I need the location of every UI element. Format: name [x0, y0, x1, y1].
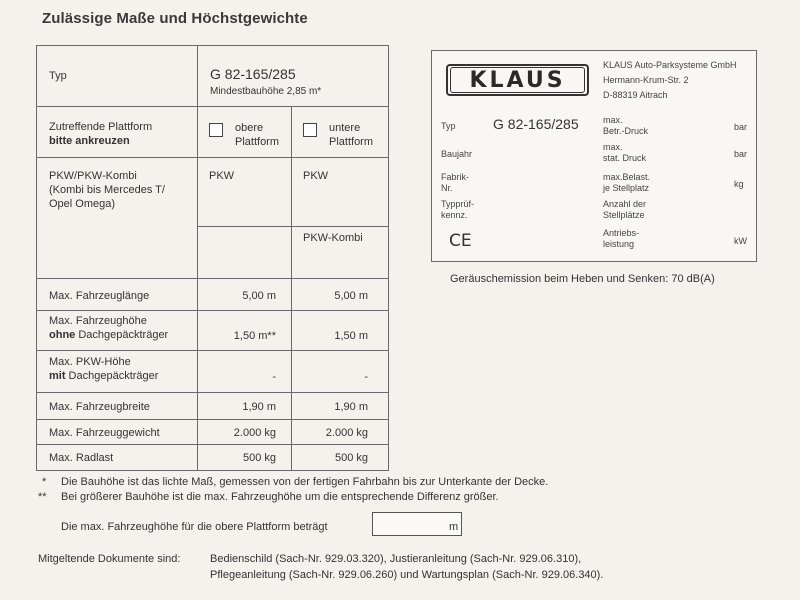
typpruef-label: Typprüf- [441, 199, 475, 209]
row-divider [37, 350, 388, 351]
platform-label: Zutreffende Plattform [49, 121, 153, 133]
footnote-text: Bei größerer Bauhöhe ist die max. Fahrzeughöhe um die entsprechende Differenz größer. [61, 491, 499, 503]
kg-unit: kg [734, 179, 744, 189]
klaus-logo: KLAUS [446, 64, 589, 96]
row-divider [37, 444, 388, 445]
lower-value: 1,50 m [334, 330, 368, 342]
typpruef-label-2: kennz. [441, 210, 468, 220]
fill-in-label: Die max. Fahrzeughöhe für die obere Plattform beträgt [61, 521, 328, 533]
vehicle-class-note-2: Opel Omega) [49, 198, 116, 210]
row-label: Max. PKW-Höhe [49, 356, 131, 368]
upper-vehicle-class: PKW [209, 170, 235, 182]
vehicle-class-label: PKW/PKW-Kombi [49, 170, 137, 182]
row-label: Max. Fahrzeuggewicht [49, 427, 160, 439]
upper-value: - [272, 371, 276, 383]
lower-value: 5,00 m [334, 290, 368, 302]
typ-value: G 82-165/285 [493, 116, 579, 132]
company-street: Hermann-Krum-Str. 2 [603, 75, 689, 85]
footnote-mark: * [42, 476, 47, 488]
row-divider [37, 310, 388, 311]
fabrik-label-2: Nr. [441, 183, 453, 193]
documents-line: Bedienschild (Sach-Nr. 929.03.320), Justieranleitung (Sach-Nr. 929.06.310), [210, 553, 582, 565]
lower-vehicle-class: PKW [303, 170, 329, 182]
row-label: Max. Fahrzeugbreite [49, 401, 150, 413]
row-label: Max. Fahrzeuglänge [49, 290, 150, 302]
upper-value: 500 kg [242, 452, 276, 464]
row-divider [197, 226, 388, 227]
max-load-label: max.Belast. [603, 172, 651, 182]
lower-value: 500 kg [334, 452, 368, 464]
upper-platform-label: obere [235, 122, 264, 134]
max-load-label-2: je Stellplatz [603, 183, 650, 193]
spec-table [36, 45, 389, 471]
lower-value: 1,90 m [334, 401, 368, 413]
row-divider [37, 106, 388, 107]
typ-label: Typ [49, 70, 67, 82]
typ-value: G 82-165/285 [210, 66, 296, 82]
row-divider [37, 392, 388, 393]
drive-power-label-2: leistung [603, 239, 635, 249]
lower-platform-checkbox[interactable] [303, 123, 317, 137]
lower-platform-label-2: Plattform [329, 136, 374, 148]
upper-value: 1,90 m [242, 401, 276, 413]
column-divider [291, 106, 292, 470]
upper-platform-checkbox[interactable] [209, 123, 223, 137]
lower-value: - [364, 371, 368, 383]
row-divider [37, 278, 388, 279]
row-label-2: ohne Dachgepäckträger [49, 329, 169, 341]
row-label: Max. Radlast [49, 452, 114, 464]
min-height-note: Mindestbauhöhe 2,85 m* [210, 86, 322, 97]
lower-platform-label: untere [329, 122, 361, 134]
vehicle-class-note: (Kombi bis Mercedes T/ [49, 184, 165, 196]
spaces-count-label: Anzahl der [603, 199, 647, 209]
page-heading: Zulässige Maße und Höchstgewichte [42, 10, 308, 27]
spaces-count-label-2: Stellplätze [603, 210, 645, 220]
upper-platform-label-2: Plattform [235, 136, 280, 148]
typ-label: Typ [441, 121, 456, 131]
baujahr-label: Baujahr [441, 149, 473, 159]
nameplate [431, 50, 757, 262]
max-betr-label-2: Betr.-Druck [603, 126, 649, 136]
row-divider [37, 419, 388, 420]
max-stat-label: max. [603, 142, 623, 152]
kw-unit: kW [734, 236, 747, 246]
company-name: KLAUS Auto-Parksysteme GmbH [603, 60, 737, 70]
bar-unit: bar [734, 149, 748, 159]
row-divider [37, 157, 388, 158]
max-betr-label: max. [603, 115, 623, 125]
upper-value: 1,50 m** [233, 330, 276, 342]
drive-power-label: Antriebs- [603, 228, 640, 238]
bar-unit: bar [734, 122, 748, 132]
platform-instruction: bitte ankreuzen [49, 135, 130, 147]
documents-label: Mitgeltende Dokumente sind: [38, 553, 181, 565]
row-label: Max. Fahrzeughöhe [49, 315, 147, 327]
upper-value: 2.000 kg [233, 427, 276, 439]
footnote-text: Die Bauhöhe ist das lichte Maß, gemessen von der fertigen Fahrbahn bis zur Unterkante der Decke. [61, 476, 549, 488]
upper-value: 5,00 m [242, 290, 276, 302]
noise-emission: Geräuschemission beim Heben und Senken: 70 dB(A) [450, 273, 715, 285]
max-stat-label-2: stat. Druck [603, 153, 647, 163]
lower-value: 2.000 kg [325, 427, 368, 439]
fill-in-unit: m [449, 521, 459, 533]
row-label-2: mit Dachgepäckträger [49, 370, 159, 382]
company-city: D-88319 Aitrach [603, 90, 668, 100]
fabrik-label: Fabrik- [441, 172, 470, 182]
documents-line: Pflegeanleitung (Sach-Nr. 929.06.260) und Wartungsplan (Sach-Nr. 929.06.340). [210, 569, 604, 581]
lower-vehicle-class-kombi: PKW-Kombi [303, 232, 363, 244]
footnote-mark: ** [38, 491, 47, 503]
ce-mark: CE [449, 231, 472, 251]
